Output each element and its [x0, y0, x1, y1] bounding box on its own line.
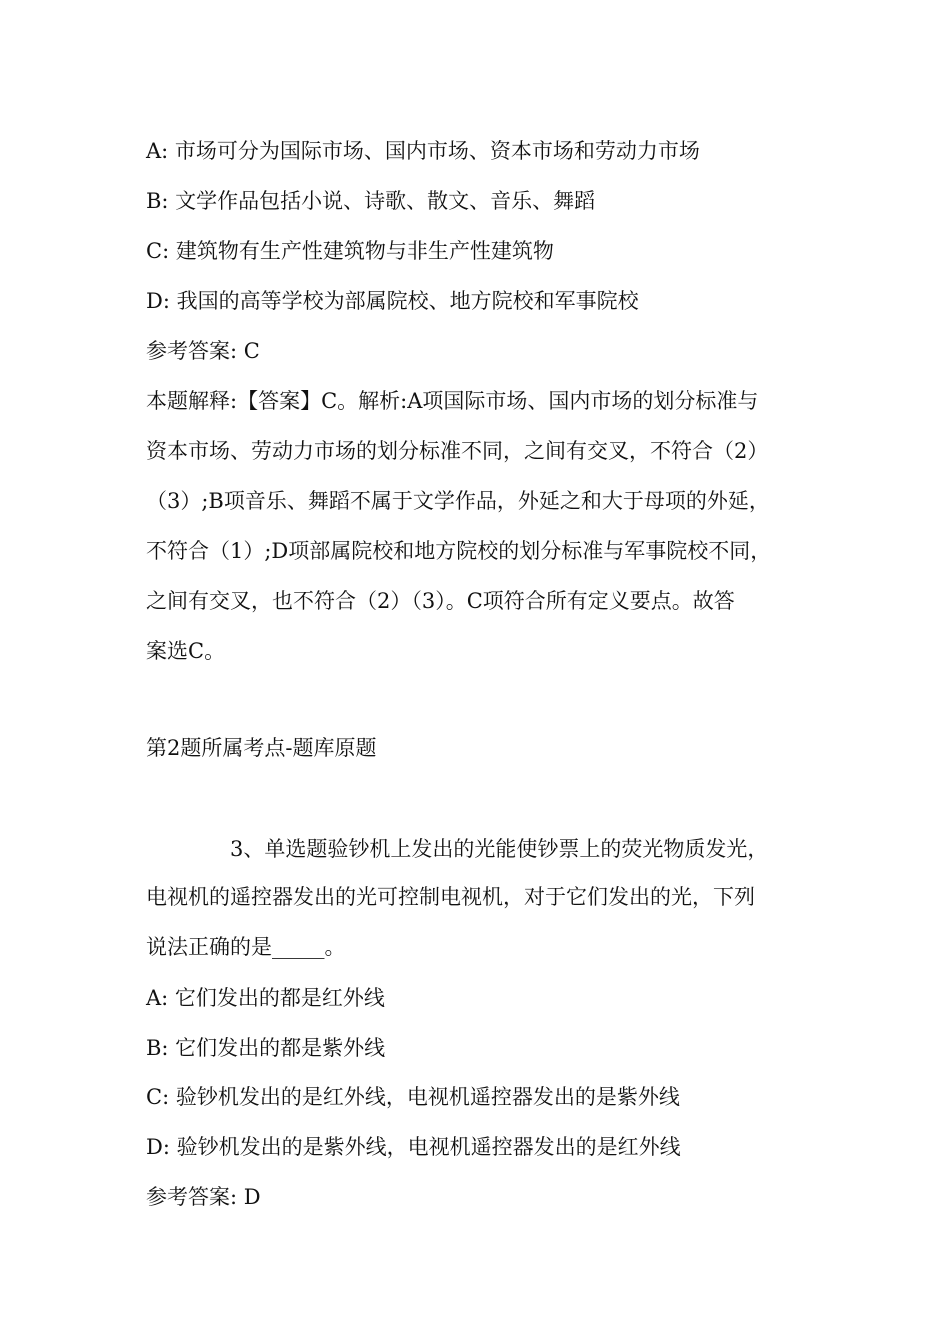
- q3-option-a: A: 它们发出的都是红外线: [146, 986, 385, 1010]
- q3-option-c: C: 验钞机发出的是红外线，电视机遥控器发出的是紫外线: [146, 1085, 680, 1109]
- q3-answer: 参考答案: D: [146, 1185, 261, 1209]
- q2-explanation-line: 之间有交叉，也不符合（2）（3）。C项符合所有定义要点。故答: [146, 589, 735, 613]
- q2-answer: 参考答案: C: [146, 339, 260, 363]
- q2-option-b: B: 文学作品包括小说、诗歌、散文、音乐、舞蹈: [146, 189, 596, 213]
- q3-question-line: 说法正确的是_____。: [146, 935, 346, 959]
- q2-option-d: D: 我国的高等学校为部属院校、地方院校和军事院校: [146, 289, 639, 313]
- q2-explanation-line: 不符合（1）;D项部属院校和地方院校的划分标准与军事院校不同，: [146, 539, 772, 563]
- q2-option-c: C: 建筑物有生产性建筑物与非生产性建筑物: [146, 239, 554, 263]
- q3-question-line: 3、单选题验钞机上发出的光能使钞票上的荧光物质发光，: [230, 837, 769, 861]
- q2-explanation-line: （3）;B项音乐、舞蹈不属于文学作品，外延之和大于母项的外延，: [146, 489, 770, 513]
- q2-explanation-line: 案选C。: [146, 639, 226, 663]
- q2-explanation-line: 本题解释:【答案】C。解析:A项国际市场、国内市场的划分标准与: [146, 389, 759, 413]
- q2-explanation-line: 资本市场、劳动力市场的划分标准不同，之间有交叉，不符合（2）: [146, 439, 769, 463]
- q3-option-d: D: 验钞机发出的是紫外线，电视机遥控器发出的是红外线: [146, 1135, 681, 1159]
- q2-option-a: A: 市场可分为国际市场、国内市场、资本市场和劳动力市场: [146, 139, 700, 163]
- q3-question-line: 电视机的遥控器发出的光可控制电视机，对于它们发出的光，下列: [146, 885, 755, 909]
- q2-topic: 第2题所属考点-题库原题: [146, 736, 377, 760]
- q3-option-b: B: 它们发出的都是紫外线: [146, 1036, 386, 1060]
